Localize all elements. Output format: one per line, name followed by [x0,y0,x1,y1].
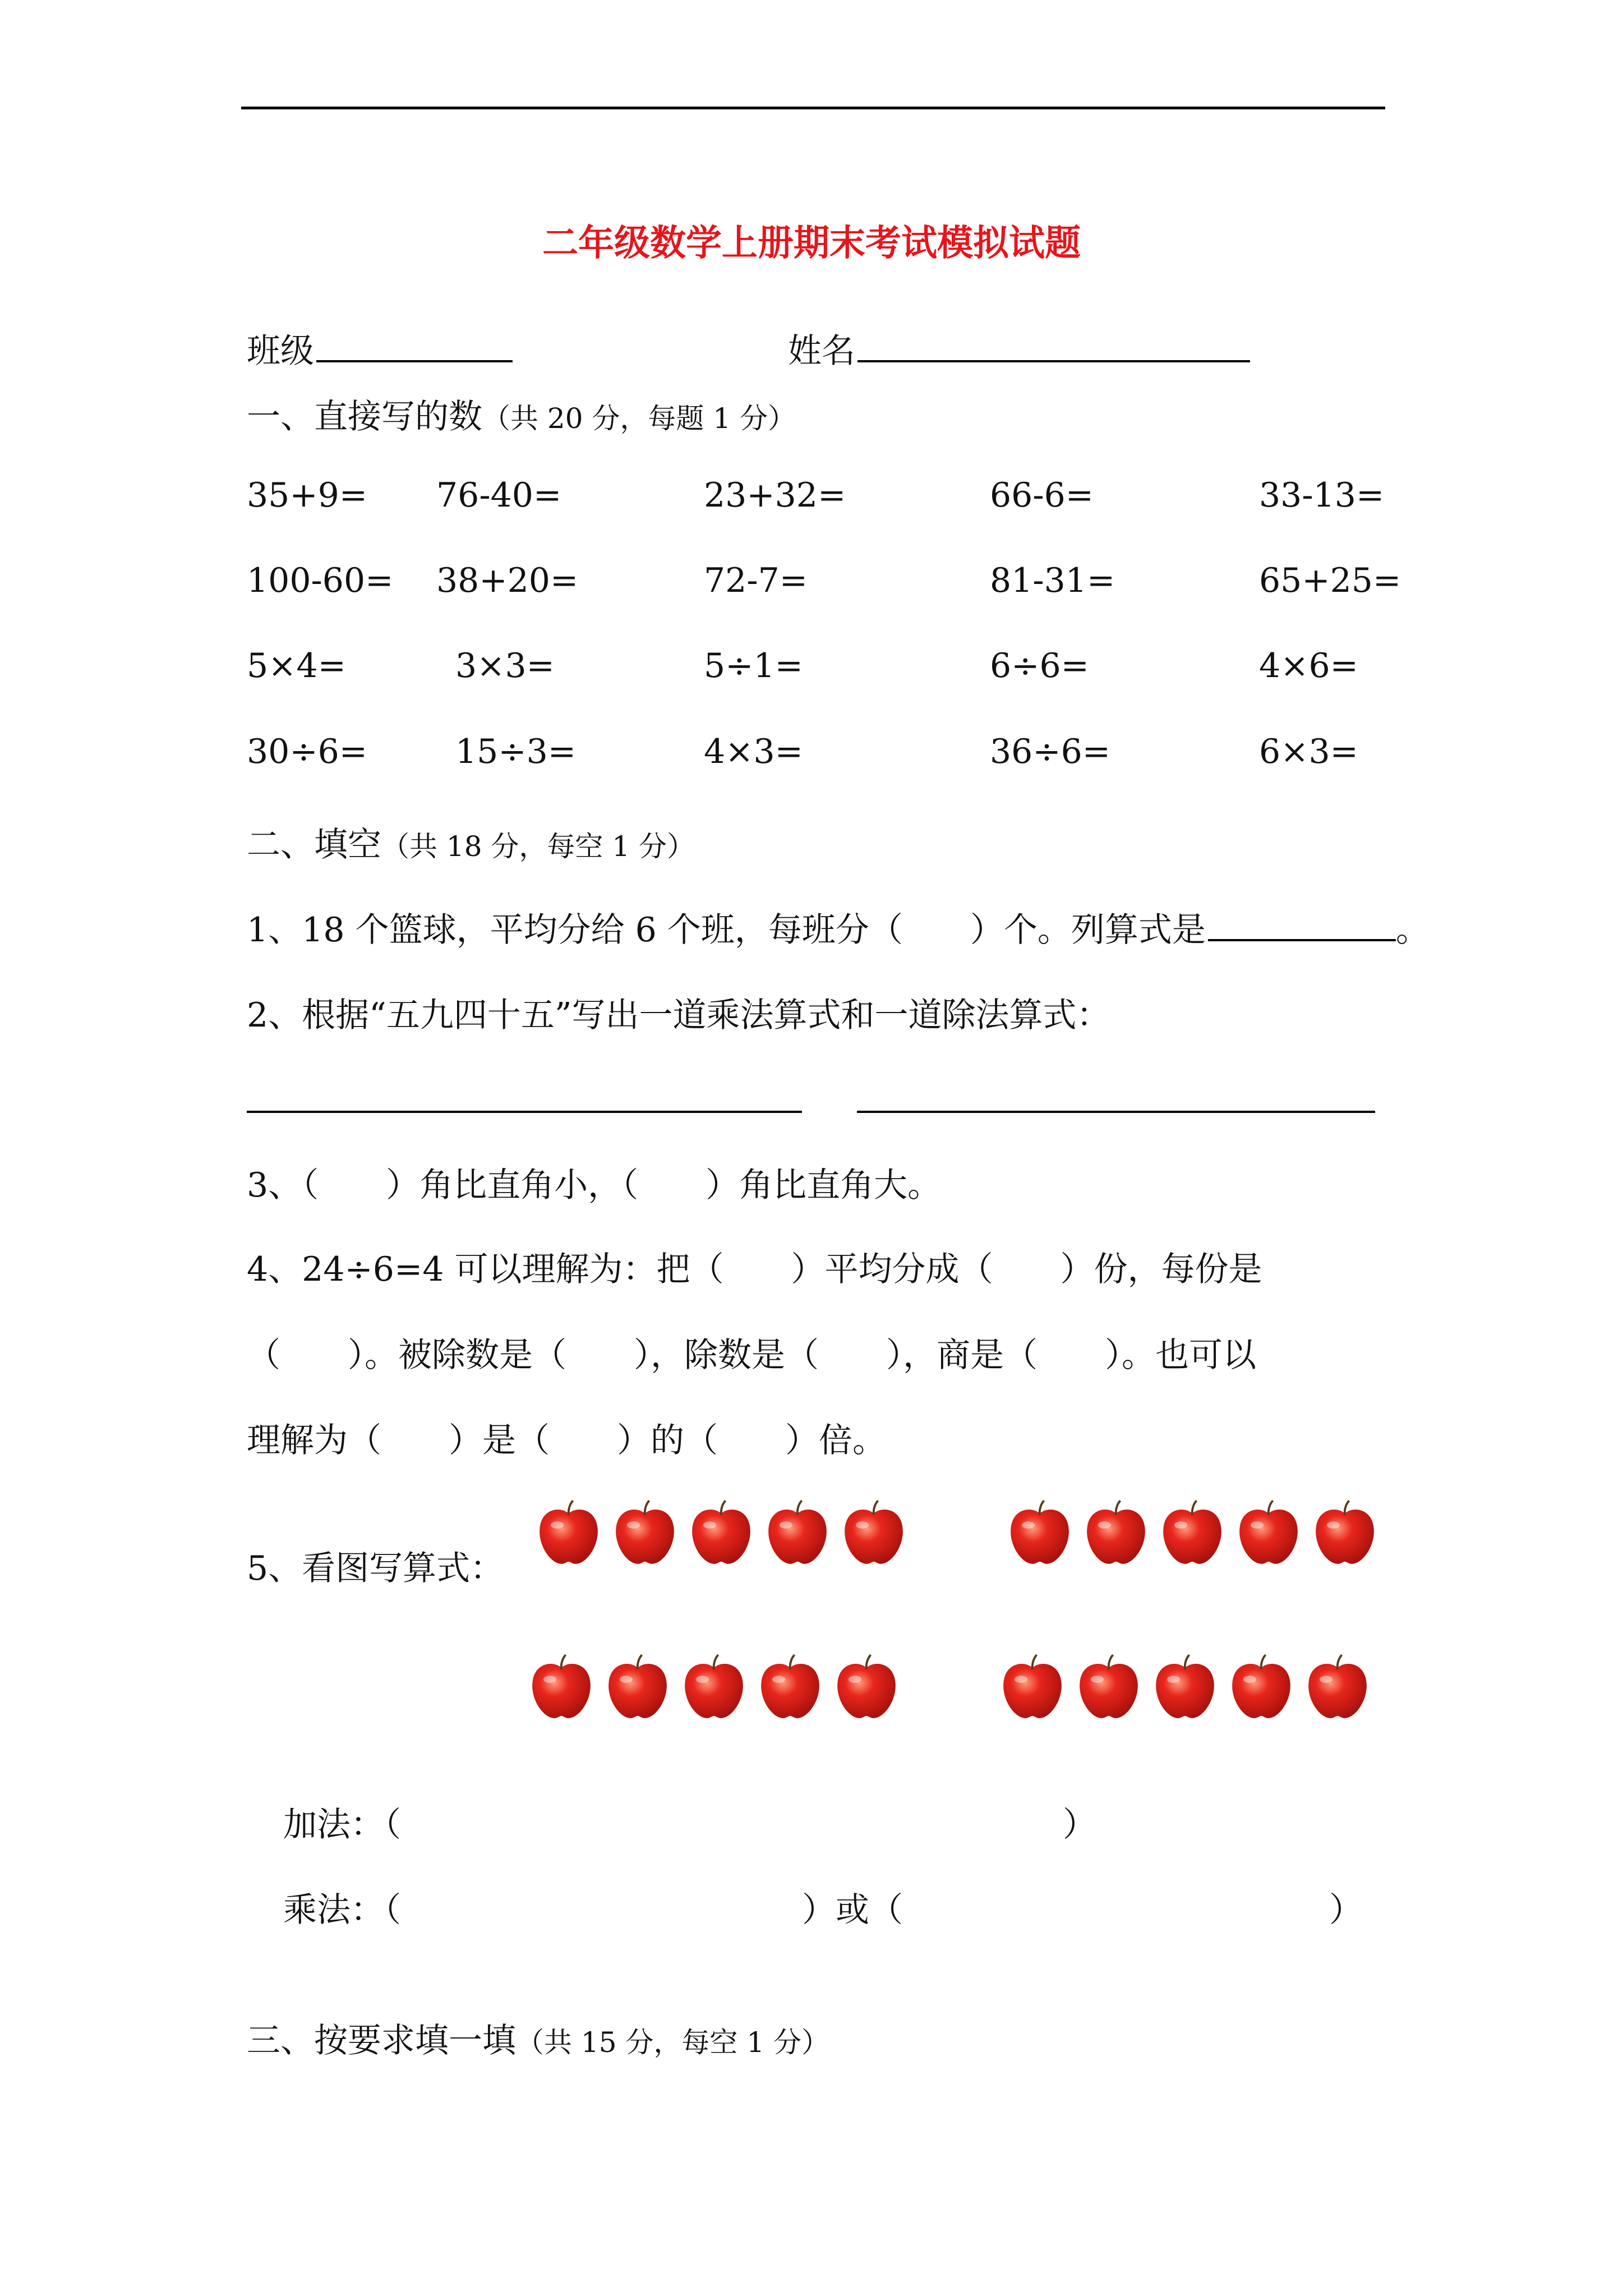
page-title: 二年级数学上册期末考试模拟试题 [542,222,1081,264]
apple-icon [1156,1498,1228,1570]
calc-item: 4×3= [704,732,803,771]
calc-item: 65+25= [1259,561,1401,600]
section3-note: （共 15 分，每空 1 分） [516,2026,830,2059]
calc-item: 38+20= [436,561,579,600]
section2-heading [247,818,695,866]
apple-icon [1309,1498,1381,1570]
calc-item: 4×6= [1259,646,1358,685]
apple-icon [1080,1498,1152,1570]
apple-icon [838,1498,910,1570]
question-4-line2: （ ）。被除数是（ ），除数是（ ），商是（ ）。也可以 [247,1336,1256,1375]
calc-item: 23+32= [704,476,846,515]
question-3: 3、（ ）角比直角小，（ ）角比直角大。 [247,1166,942,1205]
calc-item: 15÷3= [455,732,577,771]
multiplication-line [283,1883,1363,1931]
apple-icon [533,1498,605,1570]
addition-close: ） [1063,1805,1096,1844]
calc-item: 33-13= [1259,476,1385,515]
q2-divide-blank[interactable] [857,1111,1375,1113]
apple-group [533,1498,910,1570]
apple-icon [602,1652,674,1724]
apple-group [525,1652,902,1724]
apple-icon [1302,1652,1373,1724]
apple-icon [997,1652,1068,1724]
calc-item: 5×4= [247,646,346,685]
calc-item: 36÷6= [990,732,1111,771]
multiplication-or[interactable]: ）或（ [802,1890,903,1930]
apple-icon [1225,1652,1297,1724]
multiplication-label[interactable]: 乘法：（ [283,1890,401,1930]
apple-icon [1073,1652,1145,1724]
question-1-text: 1、18 个篮球，平均分给 6 个班，每班分（ ）个。列算式是 [247,910,1206,950]
multiplication-close: ） [1329,1890,1363,1930]
name-field [788,324,1250,372]
calc-item: 6×3= [1259,732,1358,771]
calc-item: 35+9= [247,476,368,515]
calc-item: 6÷6= [990,646,1089,685]
calc-item: 5÷1= [704,646,803,685]
calc-item: 72-7= [704,561,808,600]
section3-heading [247,2014,829,2062]
apple-group [1004,1498,1381,1570]
calc-item: 76-40= [436,476,562,515]
section2-title: 二、填空 [247,825,381,864]
question-1 [247,903,1430,951]
addition-line [283,1798,1096,1846]
section1-title: 一、直接写的数 [247,397,482,436]
question-4-line1: 4、24÷6=4 可以理解为：把（ ）平均分成（ ）份，每份是 [247,1250,1262,1289]
apple-icon [685,1498,757,1570]
calc-item: 30÷6= [247,732,368,771]
q1-answer-blank[interactable] [1208,905,1396,941]
question-1-end: 。 [1395,910,1430,950]
section1-heading [247,390,796,438]
calc-item: 100-60= [247,561,394,600]
apple-group [997,1652,1373,1724]
apple-icon [1004,1498,1076,1570]
apple-icon [831,1652,902,1724]
calc-item: 3×3= [455,646,555,685]
question-2: 2、根据“五九四十五”写出一道乘法算式和一道除法算式： [247,996,1110,1035]
q2-multiply-blank[interactable] [247,1111,802,1113]
calc-item: 81-31= [990,561,1115,600]
calc-item: 66-6= [990,476,1094,515]
question-5: 5、看图写算式： [247,1549,504,1588]
section3-title: 三、按要求填一填 [247,2021,516,2060]
class-field [247,324,513,372]
apple-icon [1149,1652,1221,1724]
class-blank[interactable] [316,326,513,362]
name-blank[interactable] [857,326,1250,362]
section2-note: （共 18 分，每空 1 分） [381,830,695,863]
name-label: 姓名 [788,332,855,371]
header-rule [241,107,1385,109]
section1-note: （共 20 分，每题 1 分） [482,402,796,435]
apple-icon [754,1652,826,1724]
question-4-line3: 理解为（ ）是（ ）的（ ）倍。 [247,1421,886,1460]
class-label: 班级 [247,332,314,371]
addition-label[interactable]: 加法：（ [283,1805,401,1844]
apple-icon [762,1498,833,1570]
apple-icon [609,1498,681,1570]
apple-icon [1233,1498,1304,1570]
apple-icon [525,1652,597,1724]
apple-icon [678,1652,750,1724]
